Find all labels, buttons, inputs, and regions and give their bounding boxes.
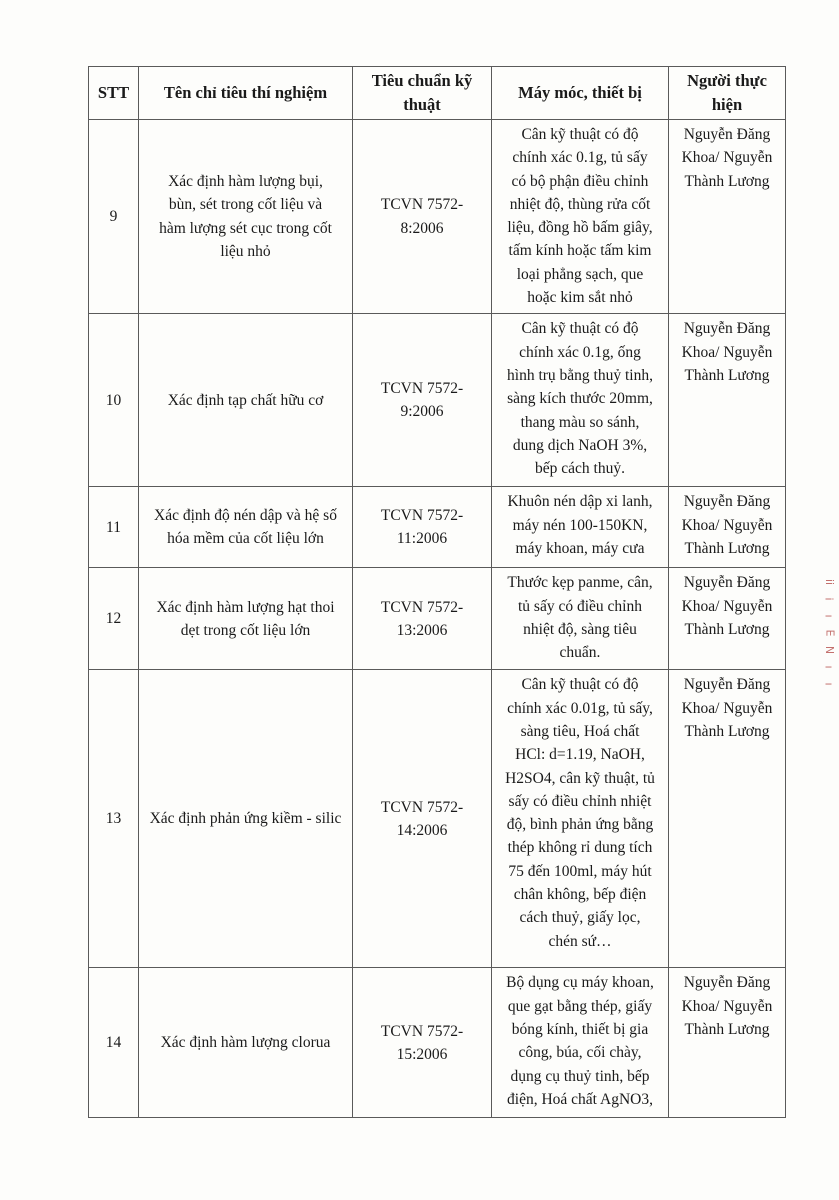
cell-person: Nguyễn Đăng Khoa/ Nguyễn Thành Lương — [669, 670, 786, 968]
cell-person: Nguyễn Đăng Khoa/ Nguyễn Thành Lương — [669, 314, 786, 487]
header-stt: STT — [89, 67, 139, 120]
stamp-glyph: ii — [823, 578, 836, 586]
cell-test-name: Xác định độ nén dập và hệ số hóa mềm của cốt liệu lớn — [139, 487, 353, 568]
cell-stt: 13 — [89, 670, 139, 968]
cell-person: Nguyễn Đăng Khoa/ Nguyễn Thành Lương — [669, 120, 786, 314]
cell-standard: TCVN 7572- 8:2006 — [353, 120, 492, 314]
table-row — [89, 487, 786, 568]
table-row — [89, 120, 786, 314]
cell-stt: 11 — [89, 487, 139, 568]
table-row — [89, 568, 786, 670]
table-row — [89, 314, 786, 487]
stamp-glyph: ı — [823, 665, 836, 669]
cell-standard: TCVN 7572- 11:2006 — [353, 487, 492, 568]
cell-equipment: Khuôn nén dập xi lanh, máy nén 100-150KN, máy khoan, máy cưa — [492, 487, 669, 568]
cell-equipment: Bộ dụng cụ máy khoan, que gạt bằng thép, giấy bóng kính, thiết bị gia công, búa, cối chày, dụng cụ thuỷ tinh, bếp điện, Hoá chất AgNO3, — [492, 968, 669, 1118]
cell-stt: 14 — [89, 968, 139, 1118]
cell-person: Nguyễn Đăng Khoa/ Nguyễn Thành Lương — [669, 568, 786, 670]
header-test-name: Tên chỉ tiêu thí nghiệm — [139, 67, 353, 120]
cell-standard: TCVN 7572- 9:2006 — [353, 314, 492, 487]
cell-stt: 10 — [89, 314, 139, 487]
cell-equipment: Cân kỹ thuật có độ chính xác 0.1g, tủ sấy có bộ phận điều chỉnh nhiệt độ, thùng rửa cốt liệu, đồng hồ bấm giây, tấm kính hoặc tấm kim loại phẳng sạch, que hoặc kim sắt nhỏ — [492, 120, 669, 314]
lab-tests-table — [88, 66, 786, 1118]
stamp-glyph: Ε — [822, 629, 836, 637]
cell-stt: 9 — [89, 120, 139, 314]
red-stamp-fragment — [822, 575, 836, 745]
table-row — [89, 670, 786, 968]
cell-person: Nguyễn Đăng Khoa/ Nguyễn Thành Lương — [669, 968, 786, 1118]
stamp-glyph: ı — [823, 614, 836, 618]
header-equipment: Máy móc, thiết bị — [492, 67, 669, 120]
cell-person: Nguyễn Đăng Khoa/ Nguyễn Thành Lương — [669, 487, 786, 568]
table-row — [89, 968, 786, 1118]
cell-equipment: Cân kỹ thuật có độ chính xác 0.01g, tủ sấy, sàng tiêu, Hoá chất HCl: d=1.19, NaOH, H2SO4, cân kỹ thuật, tủ sấy có điều chỉnh nhiệt độ, bình phản ứng bằng thép không rỉ dung tích 75 đến 100ml, máy hút chân không, bếp điện cách thuỷ, giấy lọc, chén sứ… — [492, 670, 669, 968]
cell-test-name: Xác định hàm lượng clorua — [139, 968, 353, 1118]
stamp-glyph: i — [823, 597, 836, 601]
table-header-row — [89, 67, 786, 120]
cell-standard: TCVN 7572- 13:2006 — [353, 568, 492, 670]
header-standard: Tiêu chuẩn kỹ thuật — [353, 67, 492, 120]
cell-test-name: Xác định tạp chất hữu cơ — [139, 314, 353, 487]
cell-equipment: Cân kỹ thuật có độ chính xác 0.1g, ống hình trụ bằng thuỷ tinh, sàng kích thước 20mm, thang màu so sánh, dung dịch NaOH 3%, bếp cách thuỷ. — [492, 314, 669, 487]
cell-test-name: Xác định phản ứng kiềm - silic — [139, 670, 353, 968]
cell-equipment: Thước kẹp panme, cân, tủ sấy có điều chỉnh nhiệt độ, sàng tiêu chuẩn. — [492, 568, 669, 670]
cell-standard: TCVN 7572- 15:2006 — [353, 968, 492, 1118]
stamp-glyph: Ν — [822, 645, 836, 655]
stamp-glyph: ı — [823, 682, 836, 686]
cell-test-name: Xác định hàm lượng bụi, bùn, sét trong cốt liệu và hàm lượng sét cục trong cốt liệu nhỏ — [139, 120, 353, 314]
cell-standard: TCVN 7572- 14:2006 — [353, 670, 492, 968]
cell-stt: 12 — [89, 568, 139, 670]
header-person: Người thực hiện — [669, 67, 786, 120]
cell-test-name: Xác định hàm lượng hạt thoi dẹt trong cốt liệu lớn — [139, 568, 353, 670]
